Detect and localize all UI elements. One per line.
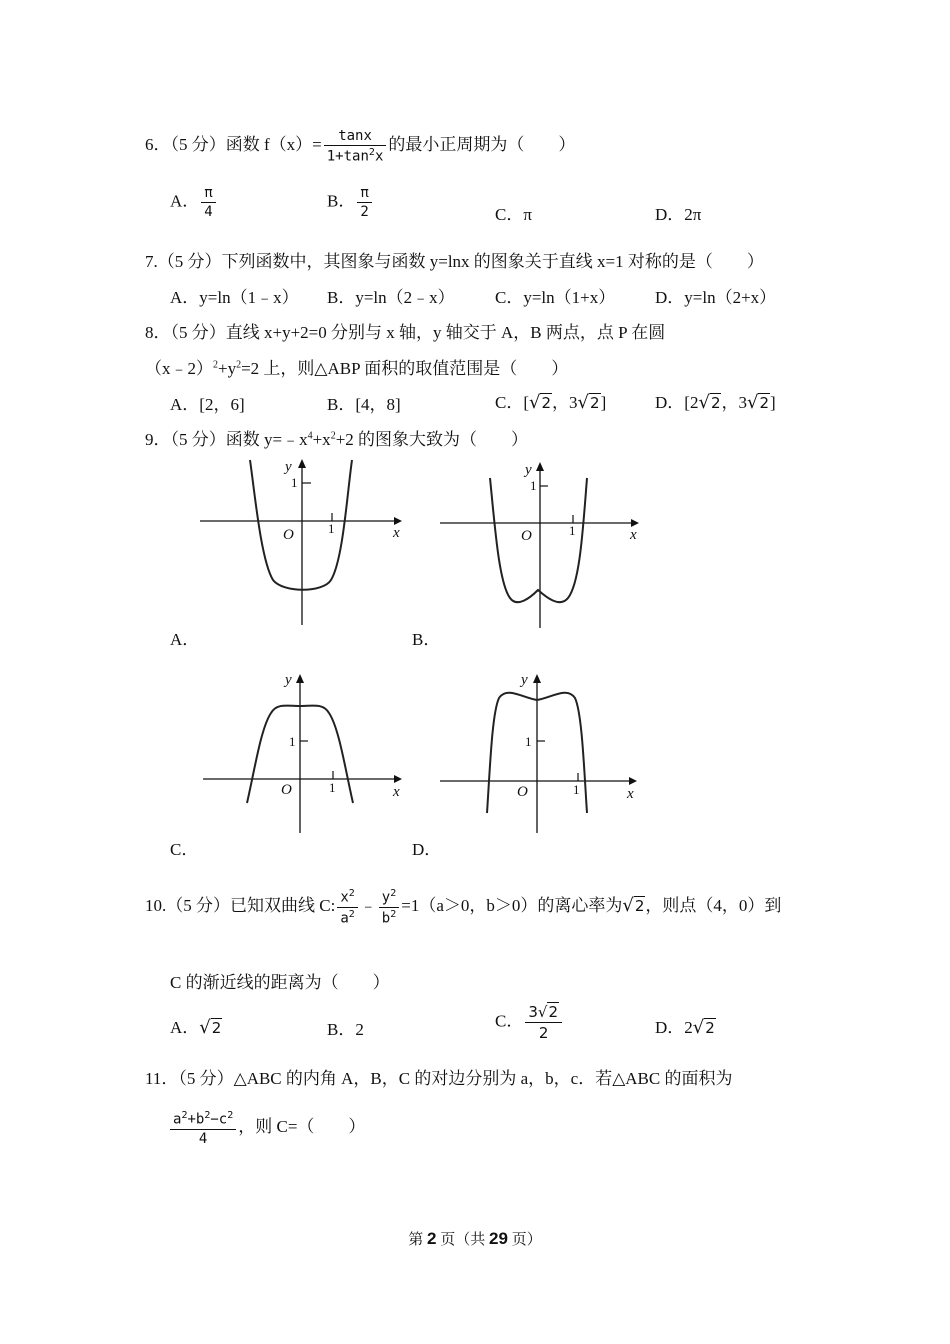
q9-option-b: B． [412, 630, 441, 649]
q10-option-c-label: C． [495, 1011, 524, 1031]
q6-option-a-num: π [201, 185, 215, 203]
q10-f1-den: a [340, 910, 349, 927]
graph-b-x-label: x [630, 527, 637, 543]
q11-line2 [168, 1110, 365, 1147]
q8-option-c [495, 388, 606, 413]
graph-a-x-arrow [394, 517, 402, 525]
q8-option-d-radicand1: 2 [710, 394, 721, 412]
q6-option-b-den: 2 [360, 204, 369, 220]
q8-line2-c: =2 上，则△ABP 面积的取值范围是（ ） [241, 359, 569, 378]
q10-line2: C 的渐近线的距离为（ ） [170, 973, 390, 992]
q6-option-a-frac [201, 185, 215, 220]
q9-stem-sup2: 2 [330, 430, 336, 442]
q10-option-c-frac [525, 1003, 562, 1042]
q11-num-sup1: 2 [181, 1110, 188, 1121]
q9-graph-a [195, 455, 415, 630]
q10-f2-num: y [381, 889, 391, 906]
q10-option-b: B．2 [327, 1020, 364, 1039]
graph-c-y-label: y [285, 672, 292, 688]
q10-option-d [655, 1013, 716, 1038]
footer-prefix: 第 [408, 1232, 428, 1248]
q8-line2-sup1: 2 [213, 359, 218, 371]
q10-frac-x-den [337, 908, 357, 927]
graph-c-origin: O [281, 782, 292, 798]
q6-frac-num: tanx [324, 128, 387, 146]
footer-middle: 页（共 [436, 1232, 490, 1248]
graph-c-y-arrow [296, 674, 304, 683]
q10-frac-y-num [379, 888, 399, 908]
q10-option-a [170, 1013, 222, 1038]
q8-option-c-radicand1: 2 [541, 394, 552, 412]
q8-option-d [655, 388, 776, 413]
q11-num-a: a [173, 1111, 182, 1128]
graph-a-curve [250, 460, 352, 590]
q8-option-b: B．[4，8] [327, 395, 401, 414]
q8-option-c-sqrt2: √2 [577, 392, 600, 413]
q10-f2-sup: 2 [390, 888, 397, 899]
q8-option-d-c: ] [770, 393, 776, 412]
graph-c-y-tick-label: 1 [289, 734, 296, 749]
q9-stem-b: +x [312, 430, 331, 449]
graph-b-y-tick-label: 1 [530, 478, 537, 493]
q10-f1-den-sup: 2 [348, 908, 355, 920]
q6-frac-den-sup: 2 [368, 147, 375, 158]
q6-option-b-frac [357, 185, 371, 220]
q6-option-b [327, 185, 374, 220]
q6-frac-den-a: 1+tan [326, 148, 369, 165]
q6-option-b-num: π [357, 185, 371, 203]
q9-option-c: C． [170, 840, 199, 859]
q11-num-sup2: 2 [204, 1110, 211, 1121]
graph-c-x-tick-label: 1 [329, 780, 336, 795]
q8-option-d-b: ，3 [721, 393, 747, 412]
q9-stem-c: +2 的图象大致为（ ） [335, 430, 529, 449]
q10-frac-y-den [379, 908, 399, 927]
graph-d-origin: O [517, 784, 528, 800]
q9-option-d: D． [412, 840, 442, 859]
graph-a-x-label: x [393, 525, 400, 541]
q9-stem-a: 9．（5 分）函数 y=﹣x [145, 430, 308, 449]
q6-option-a-den: 4 [204, 204, 213, 220]
q10-option-d-label: D．2 [655, 1018, 693, 1037]
q10-option-a-radicand: 2 [211, 1019, 222, 1037]
q8-option-d-a: D．[2 [655, 393, 699, 412]
q9-stem-sup1: 4 [307, 430, 313, 442]
q8-line2 [145, 354, 568, 379]
q11-frac [170, 1110, 236, 1147]
q8-option-d-sqrt2: √2 [746, 392, 770, 413]
q10-mid: =1（a＞0，b＞0）的离心率为 [401, 896, 623, 916]
q9-graph-c [195, 668, 415, 838]
q11-line1: 11．（5 分）△ABC 的内角 A，B，C 的对边分别为 a，b，c．若△ABC 的面积为 [145, 1069, 733, 1088]
q6-frac-den-b: x [374, 148, 384, 165]
q10-option-c-num [525, 1003, 562, 1023]
graph-b-origin: O [521, 528, 532, 544]
graph-b-y-arrow [536, 462, 544, 471]
q9-graph-b [435, 458, 655, 633]
q10-f2-den-sup: 2 [390, 908, 397, 920]
graph-b-x-tick-label: 1 [569, 523, 576, 538]
q6-option-a-label: A． [170, 191, 200, 211]
q10-option-d-sqrt: √2 [692, 1017, 715, 1038]
q8-option-c-b: ，3 [552, 393, 578, 412]
graph-d-y-arrow [533, 674, 541, 683]
footer-suffix: 页） [507, 1232, 542, 1248]
q10-option-c-radicand: 2 [548, 1003, 558, 1021]
q10-f1-sup: 2 [348, 888, 355, 899]
q8-line2-a: （x﹣2） [145, 359, 213, 378]
q11-frac-num [170, 1110, 236, 1130]
q8-option-d-sqrt1: √2 [698, 392, 721, 413]
graph-d-y-tick-label: 1 [525, 734, 532, 749]
q8-option-c-c: ] [600, 393, 607, 412]
footer-total-pages: 29 [489, 1229, 508, 1248]
q8-option-d-radicand2: 2 [759, 394, 770, 412]
graph-b-x-arrow [631, 519, 639, 527]
q7-option-d: D．y=ln（2+x） [655, 288, 777, 307]
q11-num-sup3: 2 [227, 1110, 234, 1121]
q11-frac-den: 4 [198, 1130, 208, 1147]
q8-option-c-a: C．[ [495, 393, 529, 412]
graph-a-x-tick-label: 1 [328, 521, 335, 536]
q10-suffix: ，则点（4，0）到 [645, 896, 782, 916]
graph-d-x-tick-label: 1 [573, 782, 580, 797]
q10-radicand: 2 [634, 897, 645, 916]
page-footer [0, 1228, 950, 1249]
graph-c-x-label: x [393, 784, 400, 800]
q7-stem: 7.（5 分）下列函数中，其图象与函数 y=lnx 的图象关于直线 x=1 对称的是（ ） [145, 252, 764, 271]
q8-option-c-radicand2: 2 [590, 394, 600, 412]
q10-option-c-den: 2 [538, 1024, 549, 1042]
graph-d-x-label: x [627, 786, 634, 802]
q10-option-a-sqrt: √2 [199, 1017, 222, 1038]
q7-option-a: A．y=ln（1﹣x） [170, 288, 299, 307]
graph-c-x-arrow [394, 775, 402, 783]
q10-stem [145, 888, 781, 926]
q10-f2-den: b [381, 910, 391, 927]
q10-frac-x-num [337, 888, 357, 908]
q11-num-c: −c [210, 1111, 228, 1128]
q10-frac-y [379, 888, 399, 926]
q8-option-a: A．[2，6] [170, 395, 245, 414]
q9-stem [145, 425, 528, 450]
q10-frac-x [337, 888, 357, 926]
q11-num-b: +b [187, 1111, 205, 1128]
q10-option-c-sqrt: √2 [537, 1003, 558, 1021]
q8-line1: 8．（5 分）直线 x+y+2=0 分别与 x 轴，y 轴交于 A，B 两点，点 P 在圆 [145, 323, 666, 342]
q6-option-a [170, 185, 218, 220]
q8-line2-sup2: 2 [236, 359, 242, 371]
graph-b-curve [490, 478, 587, 602]
footer-page-number: 2 [427, 1229, 437, 1248]
q6-prefix: 6．（5 分）函数 f（x）= [145, 135, 322, 155]
q7-option-b: B．y=ln（2﹣x） [327, 288, 455, 307]
graph-d-x-arrow [629, 777, 637, 785]
q6-fraction [324, 128, 387, 165]
q8-option-c-sqrt1: √2 [529, 392, 552, 413]
q10-option-a-label: A． [170, 1018, 200, 1037]
graph-a-y-label: y [285, 459, 292, 475]
graph-a-origin: O [283, 527, 294, 543]
q6-option-d: D．2π [655, 205, 702, 224]
q9-option-a: A． [170, 630, 200, 649]
q10-option-c [495, 1003, 564, 1042]
graph-d-y-label: y [521, 672, 528, 688]
graph-b-y-label: y [525, 462, 532, 478]
q10-option-d-radicand: 2 [705, 1019, 715, 1037]
q10-option-c-coef: 3 [528, 1003, 538, 1021]
q10-prefix: 10.（5 分）已知双曲线 C: [145, 896, 336, 916]
q6-option-b-label: B． [327, 191, 356, 211]
q6-option-c: C．π [495, 205, 532, 224]
graph-a-y-tick-label: 1 [291, 475, 298, 490]
q10-minus: ﹣ [359, 896, 377, 916]
graph-a-y-arrow [298, 459, 306, 468]
q6-frac-den [324, 146, 387, 165]
q8-line2-b: +y [218, 359, 237, 378]
q10-f1-num: x [340, 889, 349, 906]
q9-graph-d [435, 668, 655, 838]
q6-stem [145, 128, 575, 165]
q6-suffix: 的最小正周期为（ ） [388, 135, 576, 155]
q11-suffix: ，则 C=（ ） [238, 1117, 366, 1137]
q7-option-c: C．y=ln（1+x） [495, 288, 616, 307]
q10-sqrt: √2 [622, 895, 645, 917]
